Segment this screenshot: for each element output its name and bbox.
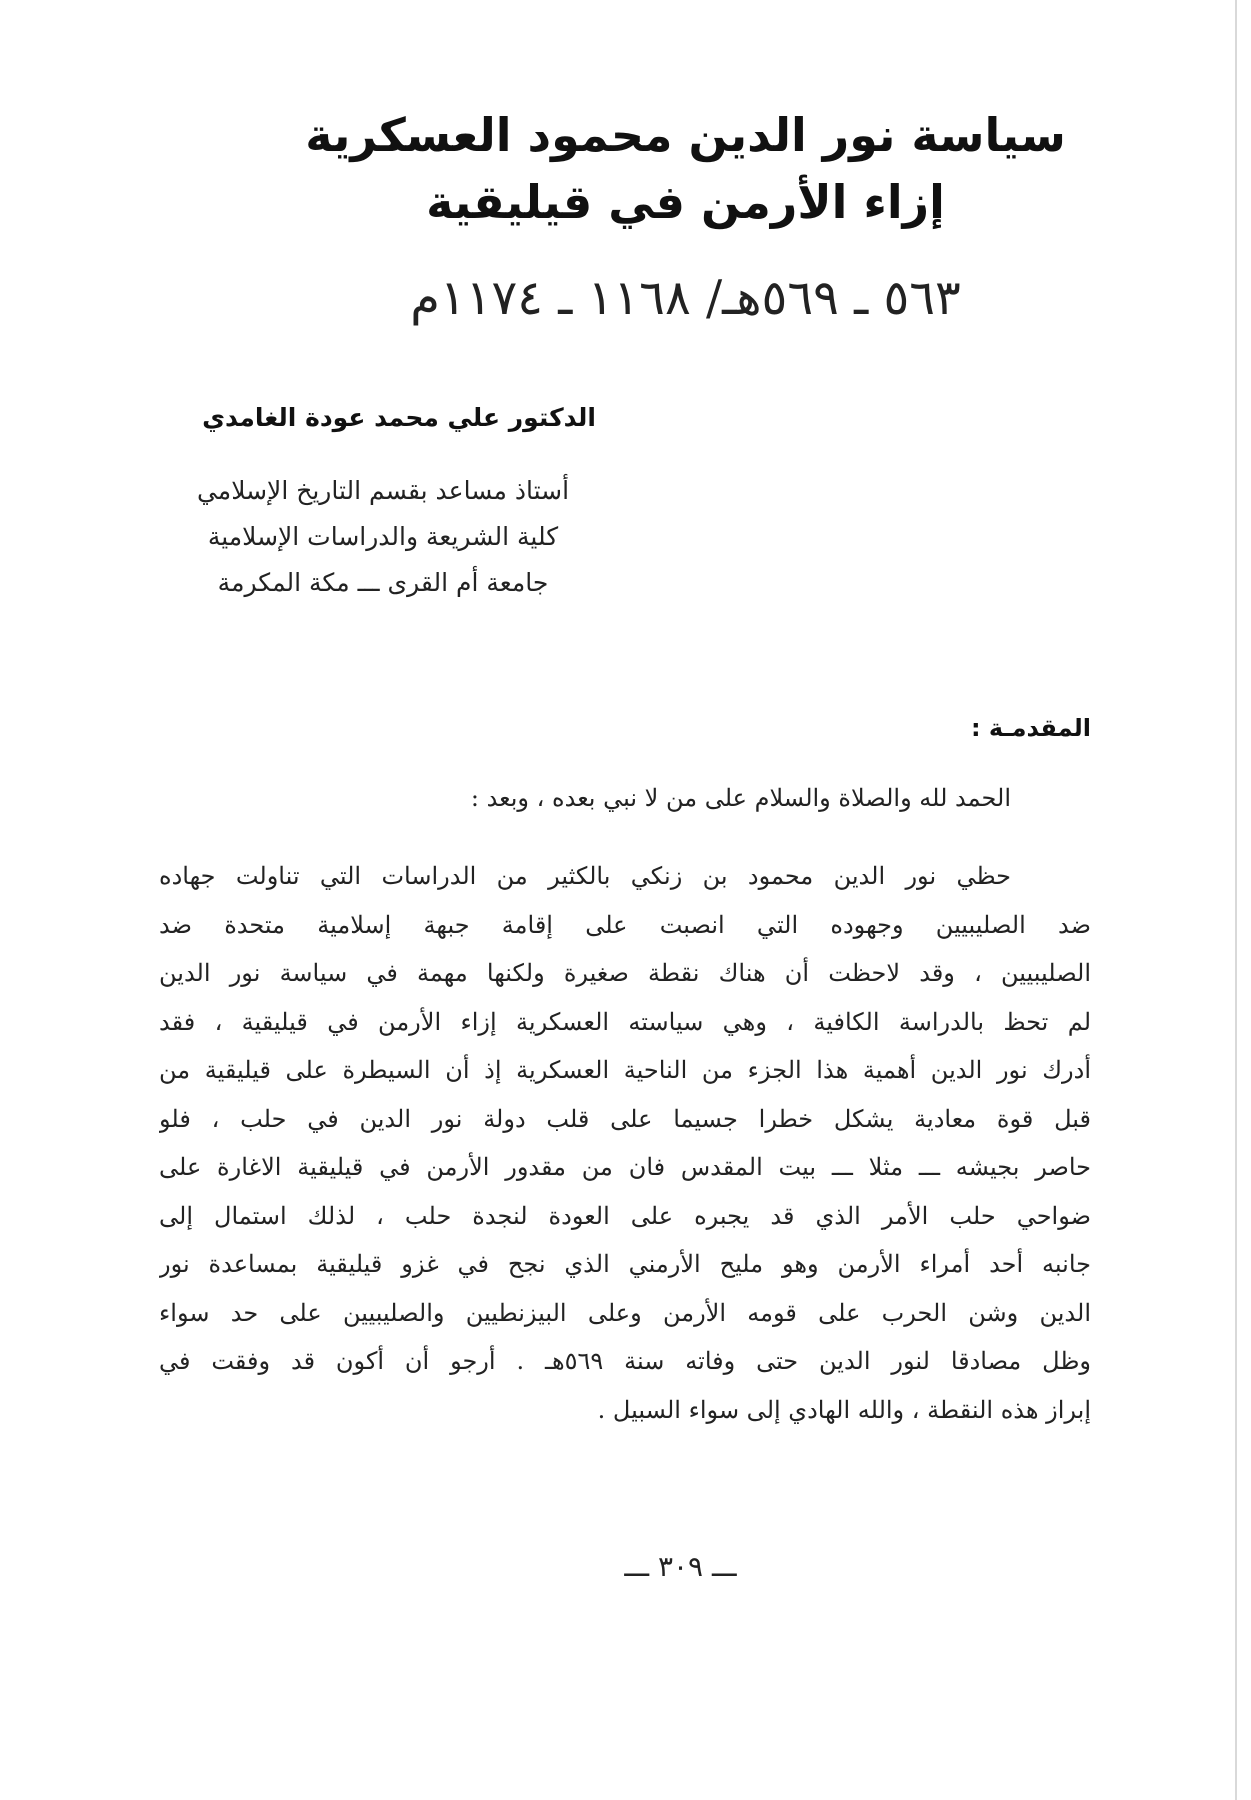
article-title-line-1: سياسة نور الدين محمود العسكرية bbox=[305, 108, 1066, 162]
author-block bbox=[136, 398, 596, 450]
body-line: إبراز هذه النقطة ، والله الهادي إلى سواء السبيل . bbox=[597, 1395, 1091, 1424]
body-line: أدرك نور الدين أهمية هذا الجزء من الناحية العسكرية إذ أن السيطرة على قيليقية من bbox=[159, 1056, 1091, 1084]
body-line: قبل قوة معادية يشكل خطرا جسيما على قلب دولة نور الدين في حلب ، فلو bbox=[159, 1104, 1091, 1133]
introduction-heading: المقدمـة : bbox=[970, 714, 1091, 742]
author-college: كلية الشريعة والدراسات الإسلامية bbox=[207, 522, 559, 551]
author-name: الدكتور علي محمد عودة الغامدي bbox=[202, 403, 596, 432]
body-line: حظي نور الدين محمود بن زنكي بالكثير من الدراسات التي تناولت جهاده bbox=[159, 862, 1011, 890]
page-number: ـــ ٣٠٩ ـــ bbox=[624, 1550, 737, 1583]
introduction-greeting: الحمد لله والصلاة والسلام على من لا نبي بعده ، وبعد : bbox=[470, 784, 1011, 812]
body-line: ضد الصليبيين وجهوده التي انصبت على إقامة جبهة إسلامية متحدة ضد bbox=[159, 910, 1091, 939]
body-line: الدين وشن الحرب على قومه الأرمن وعلى البيزنطيين والصليبيين على حد سواء bbox=[159, 1298, 1091, 1327]
introduction-body bbox=[159, 852, 1091, 1434]
body-line: الصليبيين ، وقد لاحظت أن هناك نقطة صغيرة ولكنها مهمة في سياسة نور الدين bbox=[159, 959, 1091, 987]
article-title-dates: ٥٦٣ ـ ٥٦٩هـ/ ١١٦٨ ـ ١١٧٤م bbox=[410, 270, 961, 326]
body-line: وظل مصادقا لنور الدين حتى وفاته سنة ٥٦٩هـ . أرجو أن أكون قد وفقت في bbox=[159, 1347, 1091, 1375]
author-position: أستاذ مساعد بقسم التاريخ الإسلامي bbox=[196, 476, 570, 505]
body-line: جانبه أحد أمراء الأرمن وهو مليح الأرمني الذي نجح في غزو قيليقية بمساعدة نور bbox=[159, 1250, 1091, 1278]
article-title-line-2: إزاء الأرمن في قيليقية bbox=[426, 175, 945, 229]
body-line: حاصر بجيشه ـــ مثلا ـــ بيت المقدس فان من مقدور الأرمن في قيليقية الاغارة على bbox=[159, 1153, 1091, 1181]
body-line: لم تحظ بالدراسة الكافية ، وهي سياسته العسكرية إزاء الأرمن في قيليقية ، فقد bbox=[159, 1007, 1091, 1036]
body-line: ضواحي حلب الأمر الذي قد يجبره على العودة لنجدة حلب ، لذلك استمال إلى bbox=[159, 1201, 1091, 1230]
author-university: جامعة أم القرى ـــ مكة المكرمة bbox=[217, 568, 549, 597]
author-affiliation bbox=[183, 468, 583, 606]
